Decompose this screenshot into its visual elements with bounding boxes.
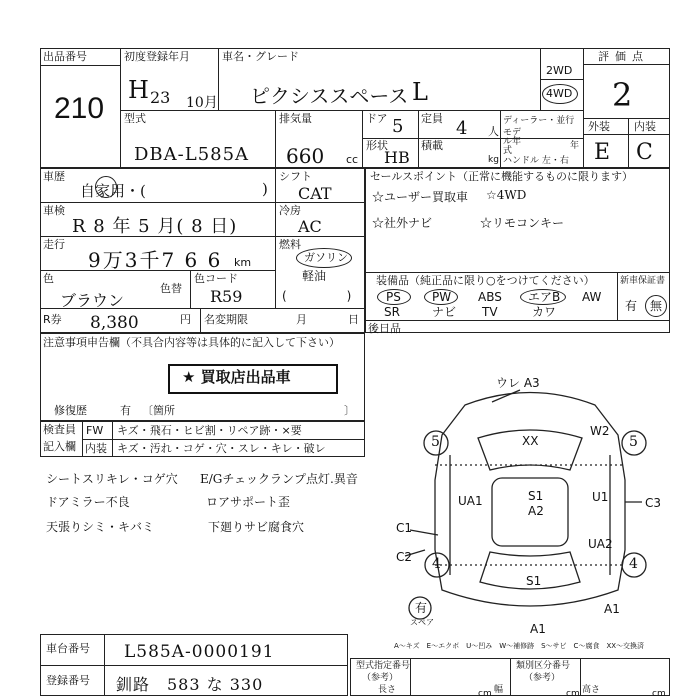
first-reg-year: 23	[150, 88, 171, 107]
diag-label-a2: A2	[528, 504, 544, 518]
diag-label-s1-rear: S1	[526, 574, 542, 588]
drive-2wd: 2WD	[546, 64, 573, 77]
color-label: 色	[43, 272, 54, 285]
type-value: DBA-L585A	[134, 144, 250, 165]
model-year-label: モデル年式	[503, 128, 522, 156]
fuel-label: 燃料	[279, 238, 301, 251]
tire-fl-value: 5	[431, 434, 440, 450]
color-code-value: R59	[210, 287, 243, 306]
shift-value: CAT	[298, 184, 332, 203]
sales-point-1: ☆ユーザー買取車	[372, 190, 469, 204]
history-close: )	[262, 180, 268, 198]
handle-label: ハンドル 左・右	[503, 156, 569, 166]
diag-label-ua1: UA1	[458, 494, 483, 508]
equip-pw: PW	[432, 290, 452, 304]
sales-point-3: ☆社外ナビ	[372, 216, 433, 230]
length-label: 長さ	[378, 685, 397, 695]
length-cm: cm	[478, 689, 492, 699]
seats-unit: 人	[488, 125, 499, 138]
ac-value: AC	[298, 217, 322, 236]
dealer-label: ディーラー・並行	[503, 116, 575, 126]
diag-label-ure: ウレ A3	[496, 376, 540, 390]
color-code-label: 色コード	[194, 272, 238, 285]
comment-3: ドアミラー不良	[46, 495, 130, 509]
displacement-value: 660	[286, 144, 325, 168]
color-value: ブラウン	[60, 291, 125, 310]
tire-rr-value: 4	[629, 556, 638, 572]
width-label: 幅	[494, 685, 504, 695]
score-label: 評価点	[598, 50, 649, 63]
equip-sr: SR	[384, 305, 400, 319]
history-label: 車歴	[43, 170, 65, 183]
repair-value: 有	[120, 404, 131, 417]
warranty-yes: 有	[625, 299, 638, 313]
inspection-label: 車検	[43, 204, 65, 217]
height-label: 高さ	[582, 685, 601, 695]
mileage-label: 走行	[43, 238, 65, 251]
int-label: 内装	[634, 120, 656, 133]
repair-place: 〔箇所	[142, 404, 175, 417]
diag-label-xx: XX	[522, 434, 539, 448]
shape-value: HB	[384, 148, 410, 167]
equip-abs: ABS	[478, 290, 502, 304]
later-label: 後日品	[368, 322, 401, 335]
recycle-label: R券	[43, 313, 62, 326]
expire-label: 名変期限	[204, 313, 248, 326]
diag-label-c1: C1	[396, 521, 413, 535]
comment-5: 天張りシミ・キバミ	[46, 520, 155, 534]
repair-label: 修復歴	[54, 404, 87, 417]
model-grade-label: 車名・グレード	[222, 50, 299, 63]
displacement-unit: cc	[346, 153, 359, 166]
ref-label-2: （参考）	[524, 673, 561, 683]
first-reg-label: 初度登録年月	[124, 50, 190, 63]
mileage-unit: km	[234, 256, 252, 269]
diag-label-c2: C2	[396, 550, 413, 564]
diag-label-ua2: UA2	[588, 537, 613, 551]
warranty-label: 新車保証書	[620, 276, 666, 286]
tire-rl-value: 4	[432, 556, 441, 572]
type-label: 型式	[124, 112, 146, 125]
fuel-value2: 軽油	[302, 269, 327, 283]
expire-month: 月	[296, 313, 307, 326]
load-label: 積載	[421, 139, 443, 152]
sales-point-4: ☆リモコンキー	[480, 216, 565, 230]
stamp-text: ★ 買取店出品車	[182, 368, 291, 386]
doors-label: ドア	[366, 112, 388, 125]
ext-label: 外装	[588, 120, 610, 133]
score-value: 2	[612, 76, 633, 114]
sales-point-2: ☆4WD	[486, 188, 527, 202]
chassis-value: L585A-0000191	[124, 642, 275, 662]
year-unit: 年	[570, 141, 580, 151]
diag-label-u1: U1	[592, 490, 609, 504]
comment-6: 下廻りサビ腐食穴	[208, 520, 305, 534]
recycle-unit: 円	[180, 313, 191, 326]
comment-4: ロアサポート歪	[206, 495, 291, 509]
type-no-label: 型式指定番号	[356, 661, 411, 671]
equip-airbag: エアB	[528, 290, 561, 304]
fuel-value: ガソリン	[304, 251, 348, 264]
warranty-no: 無	[650, 299, 663, 313]
equip-ps: PS	[386, 290, 401, 304]
drive-4wd: 4WD	[546, 87, 573, 100]
class-no-label: 類別区分番号	[516, 661, 571, 671]
mileage-value: 9万3千7 6 6	[88, 248, 223, 272]
history-value: 自家用・(	[80, 182, 146, 200]
expire-day: 日	[348, 313, 359, 326]
load-unit: kg	[488, 155, 499, 165]
doors-value: 5	[392, 116, 404, 137]
repair-close: 〕	[344, 404, 355, 417]
sales-points-label: セールスポイント（正常に機能するものに限ります）	[370, 170, 634, 183]
equip-aw: AW	[582, 290, 602, 304]
ref-label-1: （参考）	[362, 673, 399, 683]
height-cm: cm	[652, 689, 666, 699]
equipment-label: 装備品（純正品に限り○をつけてください）	[376, 274, 595, 287]
width-cm: cm	[566, 689, 580, 699]
inspector-label1: 検査員	[43, 423, 76, 436]
inspection-value: R 8 年 5 月( 8 日)	[72, 216, 238, 237]
chassis-label: 車台番号	[46, 642, 90, 655]
equip-navi: ナビ	[432, 305, 457, 319]
model-name: ピクシススペース	[250, 84, 409, 108]
ac-label: 冷房	[279, 204, 301, 217]
seats-value: 4	[456, 118, 468, 139]
int-grade: C	[636, 140, 653, 165]
int-detail-label: 内装	[85, 442, 107, 455]
diag-label-a1-side: A1	[604, 602, 620, 616]
displacement-label: 排気量	[279, 112, 312, 125]
first-reg-month: 10月	[186, 95, 218, 111]
equip-leather: カワ	[532, 305, 557, 319]
inspector-label2: 記入欄	[43, 440, 76, 453]
int-items: キズ・汚れ・コゲ・穴・スレ・キレ・破レ	[117, 442, 326, 455]
spare-label: スペア	[410, 618, 434, 627]
comment-2: E/Gチェックランプ点灯.異音	[200, 472, 358, 486]
recycle-value: 8,380	[90, 313, 139, 333]
notes-label: 注意事項申告欄（不具合内容等は具体的に記入して下さい）	[43, 336, 340, 349]
lot-label: 出品番号	[43, 50, 87, 63]
first-reg-era: H	[128, 76, 149, 104]
spare-yes: 有	[415, 601, 428, 615]
diag-label-a1-rear: A1	[530, 622, 546, 636]
equip-tv: TV	[482, 305, 498, 319]
fw-items: キズ・飛石・ヒビ割・リペア跡・×要	[117, 424, 302, 437]
grade: L	[412, 78, 428, 106]
diagram-legend: A～キズ E～エクボ U～凹み W～補修跡 S～サビ C～腐食 XX～交換済	[394, 642, 645, 650]
shift-label: シフト	[279, 170, 312, 183]
ext-grade: E	[594, 140, 611, 165]
diag-label-c3: C3	[645, 496, 662, 510]
shape-label: 形状	[366, 139, 388, 152]
comment-1: シートスリキレ・コゲ穴	[46, 472, 178, 486]
fuel-paren: ( )	[282, 289, 352, 303]
diag-label-w2: W2	[590, 424, 610, 438]
diag-label-s1: S1	[528, 489, 544, 503]
seats-label: 定員	[421, 112, 443, 125]
fw-label: FW	[86, 424, 104, 437]
lot-number: 210	[54, 92, 105, 125]
reg-label: 登録番号	[46, 674, 90, 687]
reg-value: 釧路 583 な 330	[116, 675, 264, 694]
tire-fr-value: 5	[629, 434, 638, 450]
color-change-label: 色替	[160, 282, 182, 295]
